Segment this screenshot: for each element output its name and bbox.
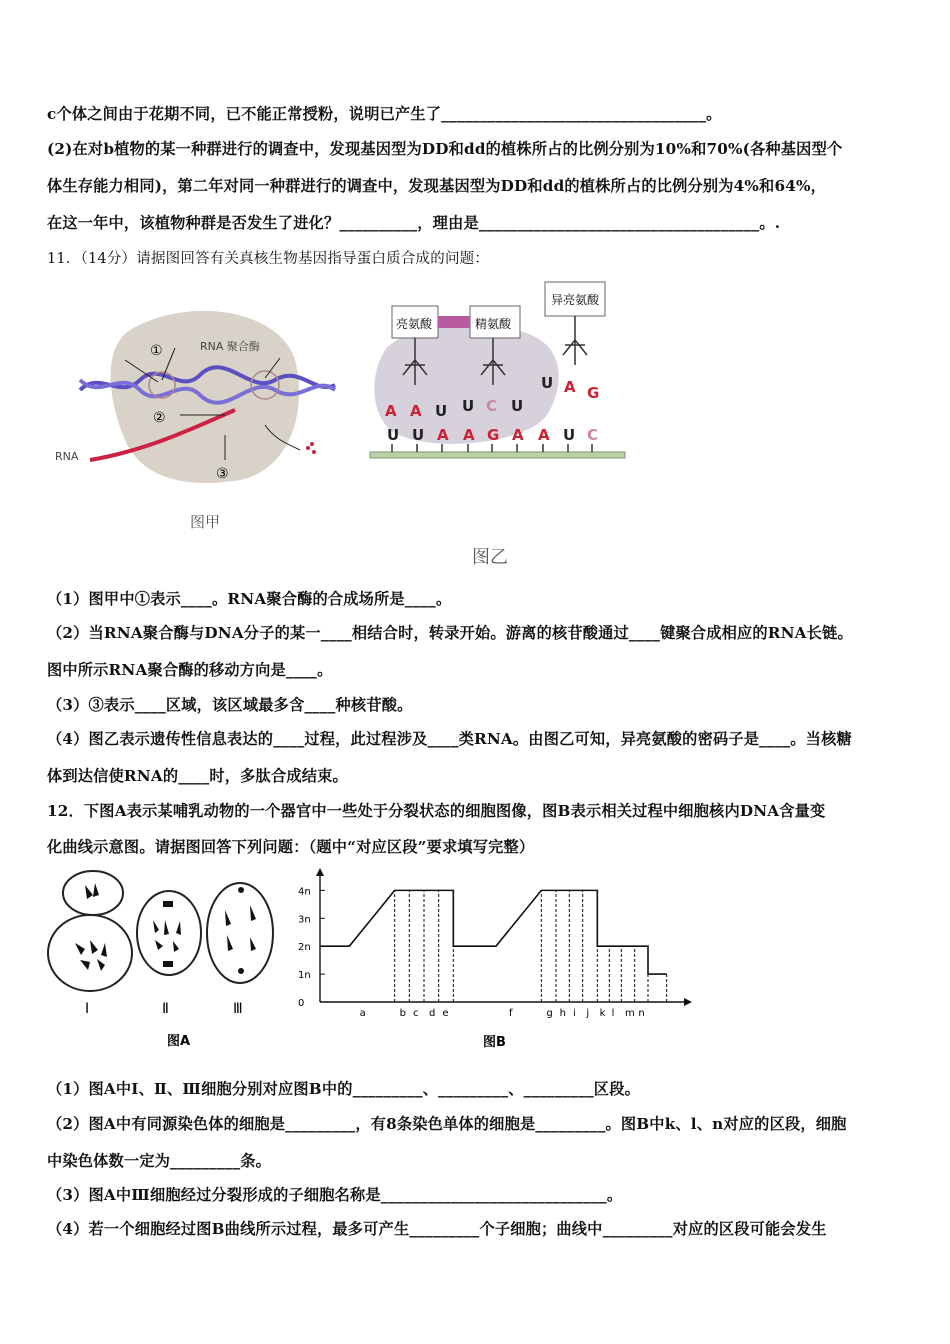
segment-label: h [559, 1008, 567, 1019]
codon-2: U [412, 426, 425, 444]
text-line-1: c个体之间由于花期不同，已不能正常授粉，说明已产生了__________________________________。 [47, 105, 722, 123]
segment-label: j [586, 1008, 590, 1019]
segment-label: c [413, 1008, 419, 1019]
enzyme-label: RNA 聚合酶 [200, 340, 260, 353]
cell-label-3: Ⅲ [233, 1001, 243, 1017]
anticodon-2-3: U [511, 397, 524, 415]
q12-part-1: （1）图A中Ⅰ、Ⅱ、Ⅲ细胞分别对应图B中的_________、_________、_________区段。 [47, 1080, 640, 1098]
q11-part-2: （2）当RNA聚合酶与DNA分子的某一____相结合时，转录开始。游离的核苷酸通过____键聚合成相应的RNA长链。 [47, 624, 853, 642]
figure-jia-caption: 图甲 [190, 513, 221, 531]
q11-part-2-cont: 图中所示RNA聚合酶的移动方向是____。 [47, 661, 333, 679]
cell-1 [48, 871, 132, 991]
codon-7: A [538, 426, 550, 444]
codon-4: A [463, 426, 475, 444]
q12-part-2-cont: 中染色体数一定为_________条。 [47, 1152, 272, 1170]
y-tick-label: 4n [298, 886, 311, 898]
q11-part-4-cont: 体到达信使RNA的____时，多肽合成结束。 [47, 767, 348, 785]
figure-yi-caption: 图乙 [472, 547, 508, 568]
q11-part-4: （4）图乙表示遗传性信息表达的____过程，此过程涉及____类RNA。由图乙可知，异亮氨酸的密码子是____。当核糖 [47, 730, 852, 748]
amino-acid-1: 亮氨酸 [396, 317, 433, 331]
anticodon-3-3: G [587, 384, 600, 402]
segment-label: i [573, 1008, 576, 1019]
mrna-strand [370, 452, 625, 458]
codon-8: U [563, 426, 576, 444]
segment-label: a [359, 1008, 366, 1019]
segment-label: b [399, 1008, 407, 1019]
figure-jia [50, 300, 350, 540]
cell-3 [207, 883, 273, 983]
question-12-title-cont: 化曲线示意图。请据图回答下列问题：（题中“对应区段”要求填写完整） [47, 838, 535, 856]
figure-yi [365, 270, 635, 470]
codon-3: A [437, 426, 449, 444]
marker-3: ③ [216, 466, 229, 482]
figure-a [45, 865, 290, 1050]
anticodon-1-1: A [385, 402, 397, 420]
segment-label: g [546, 1008, 553, 1019]
figure-b-caption: 图B [483, 1035, 506, 1050]
cell-label-2: Ⅱ [162, 1001, 169, 1017]
marker-2: ② [153, 410, 166, 426]
segment-label: k [599, 1008, 606, 1019]
segment-label: n [638, 1008, 645, 1019]
segment-label: e [442, 1008, 449, 1019]
q11-part-3: （3）③表示____区域，该区域最多含____种核苷酸。 [47, 696, 413, 714]
q12-part-4: （4）若一个细胞经过图B曲线所示过程，最多可产生_________个子细胞；曲线中_________对应的区段可能会发生 [47, 1220, 827, 1238]
question-11-title: 11．（14分）请据图回答有关真核生物基因指导蛋白质合成的问题： [47, 251, 490, 267]
codon-9: C [587, 426, 599, 444]
figure-a-caption: 图A [167, 1034, 191, 1049]
y-tick-label: 2n [298, 942, 311, 954]
q12-part-3: （3）图A中Ⅲ细胞经过分裂形成的子细胞名称是_____________________________。 [47, 1186, 623, 1204]
anticodon-3-2: A [564, 378, 576, 396]
q12-part-2: （2）图A中有同源染色体的细胞是_________，有8条染色单体的细胞是_________。图B中k、l、n对应的区段，细胞 [47, 1115, 847, 1133]
anticodon-3-1: U [541, 374, 554, 392]
amino-acid-2: 精氨酸 [475, 317, 512, 331]
question-12-title: 12．下图A表示某哺乳动物的一个器官中一些处于分裂状态的细胞图像，图B表示相关过程中细胞核内DNA含量变 [47, 802, 826, 820]
anticodon-2-2: C [486, 397, 498, 415]
segment-label: l [611, 1008, 615, 1019]
rna-label: RNA [55, 450, 79, 463]
dna-content-line [320, 890, 667, 974]
y-tick-label: 1n [298, 970, 311, 982]
codons [387, 426, 598, 444]
text-line-3: 体生存能力相同)，第二年对同一种群进行的调查中，发现基因型为DD和dd的植株所占的比例分别为4%和64%， [47, 177, 826, 195]
cell-label-1: Ⅰ [85, 1001, 90, 1017]
amino-acid-3: 异亮氨酸 [551, 293, 600, 307]
y-tick-label: 3n [298, 914, 311, 926]
marker-1: ① [150, 343, 163, 359]
text-line-2: (2)在对b植物的某一种群进行的调查中，发现基因型为DD和dd的植株所占的比例分别为10%和70%(各种基因型个 [47, 140, 843, 158]
segment-label: f [509, 1008, 513, 1019]
codon-5: G [487, 426, 500, 444]
codon-1: U [387, 426, 400, 444]
anticodon-1-2: A [410, 402, 422, 420]
anticodon-1-3: U [435, 402, 448, 420]
codon-6: A [512, 426, 524, 444]
peptide-bond [438, 316, 470, 328]
anticodon-2-1: U [462, 397, 475, 415]
y-tick-label: 0 [298, 998, 305, 1009]
segment-label: d [429, 1008, 436, 1019]
text-line-4: 在这一年中，该植物种群是否发生了进化？__________，理由是____________________________________。. [47, 214, 781, 232]
figure-b-chart [295, 860, 700, 1050]
segment-label: m [625, 1008, 635, 1019]
q11-part-1: （1）图甲中①表示____。RNA聚合酶的合成场所是____。 [47, 590, 452, 608]
